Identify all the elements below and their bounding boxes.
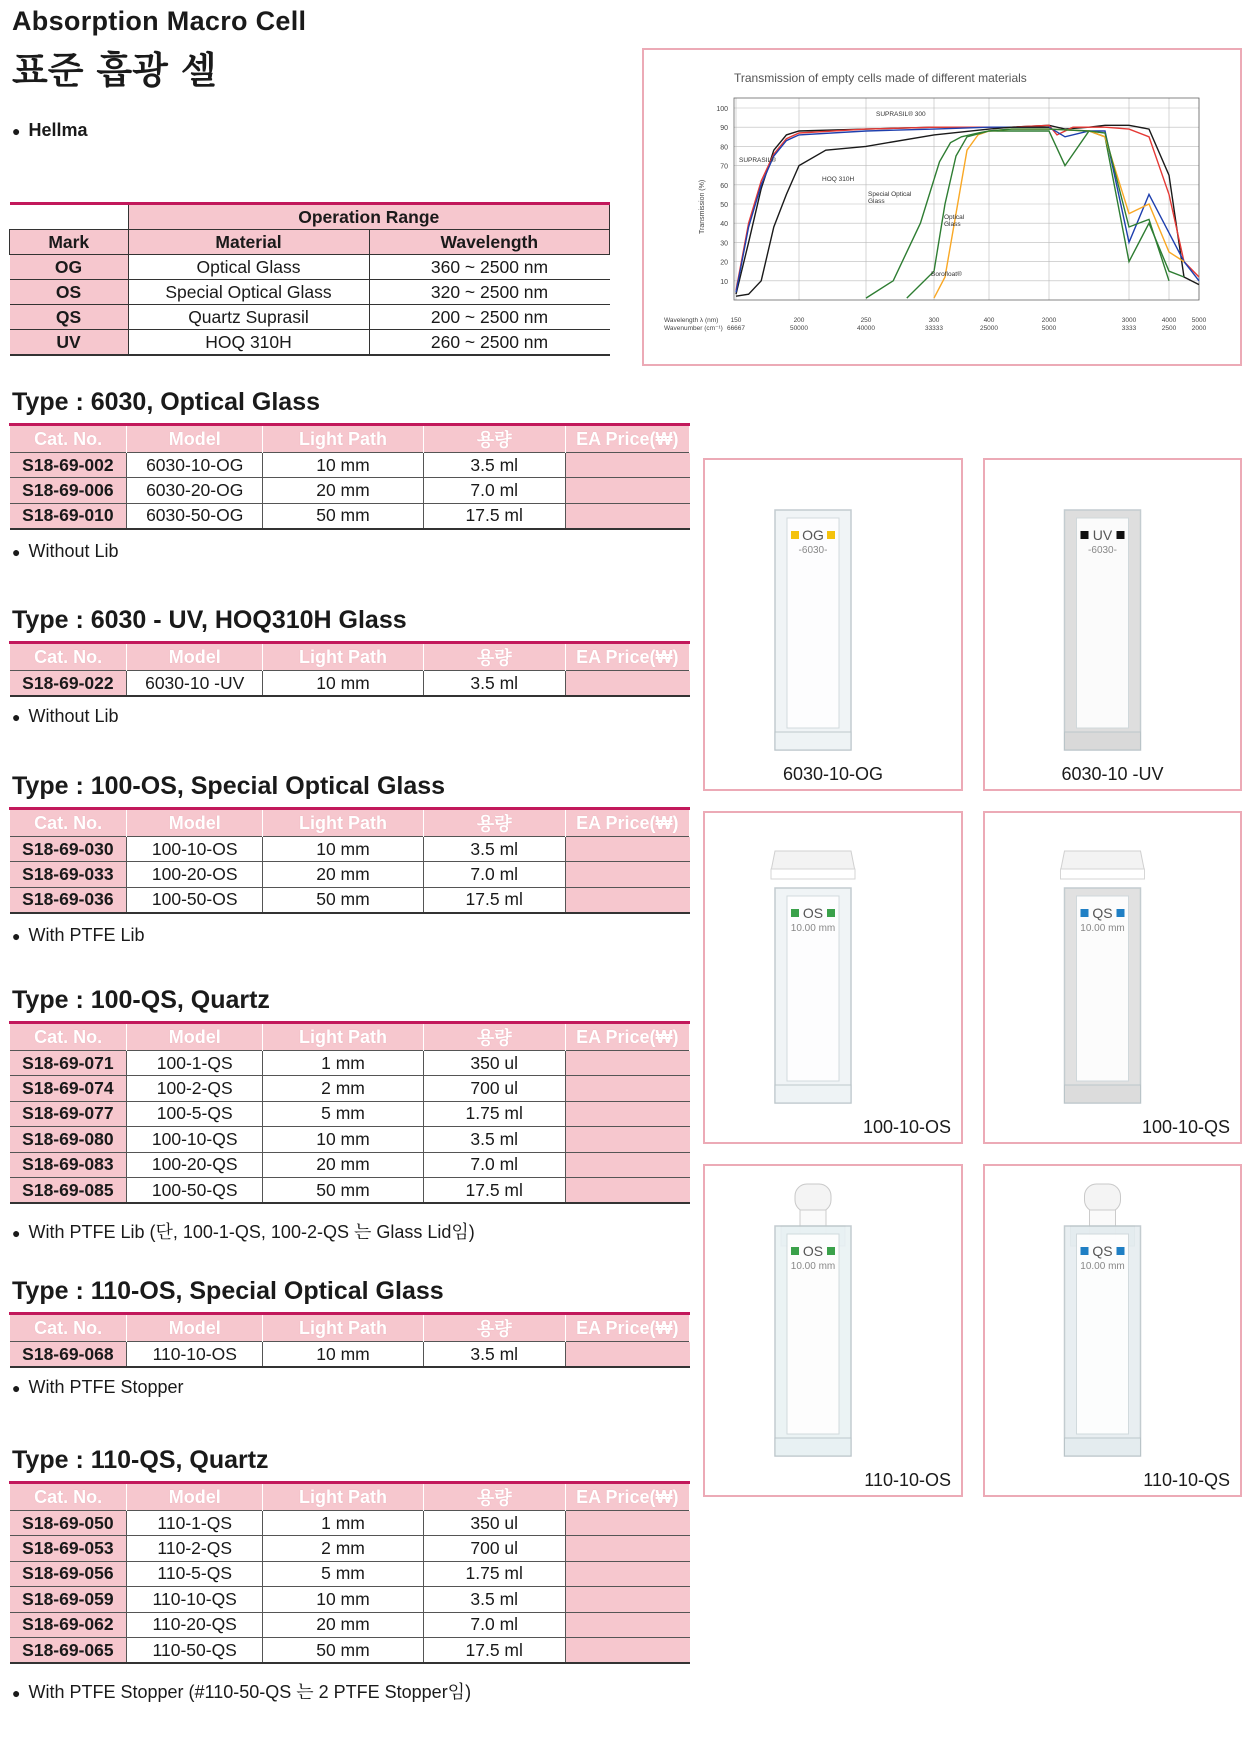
section-note	[12, 541, 119, 562]
light-path-cell: 2 mm	[263, 1076, 424, 1101]
volume-cell: 17.5 ml	[423, 1637, 565, 1663]
price-cell	[565, 1637, 689, 1663]
cat-no-cell: S18-69-074	[10, 1076, 127, 1101]
model-cell: 110-1-QS	[127, 1511, 263, 1536]
bullet-icon: ●	[12, 927, 21, 944]
operation-row	[10, 255, 610, 280]
cuvette-icon	[985, 1166, 1240, 1495]
product-header-cell: Cat. No.	[10, 1483, 127, 1511]
cuvette-icon	[705, 1166, 961, 1495]
light-path-cell: 5 mm	[263, 1101, 424, 1126]
bullet-icon: ●	[12, 1225, 21, 1241]
chart-title: Transmission of empty cells made of different materials	[734, 71, 1027, 85]
operation-row	[10, 305, 610, 330]
price-cell	[565, 1536, 689, 1561]
chart-annotation: SUPRASIL® 300	[876, 111, 926, 118]
model-cell: 100-50-QS	[127, 1177, 263, 1203]
cat-no-cell: S18-69-068	[10, 1342, 127, 1368]
note-text: Without Lib	[28, 540, 119, 561]
volume-cell: 700 ul	[423, 1076, 565, 1101]
bullet-icon: ●	[12, 1685, 21, 1701]
light-path-cell: 1 mm	[263, 1511, 424, 1536]
product-header-cell: 용량	[423, 1314, 565, 1342]
bullet-icon: ●	[12, 1379, 21, 1396]
cuvette-image-box	[703, 1164, 963, 1497]
x-axis-label-wavelength: Wavelength λ (nm)	[664, 317, 719, 324]
x-tick-label: 200	[793, 317, 805, 324]
x-tick-label: 150	[730, 317, 742, 324]
product-header-cell: Model	[127, 425, 263, 453]
operation-material-cell: HOQ 310H	[128, 330, 369, 356]
image-caption: 6030-10-OG	[782, 764, 884, 784]
section-note	[12, 1678, 471, 1704]
section-note	[12, 1377, 184, 1398]
table-row	[10, 1177, 690, 1203]
x-tick-label: 300	[928, 317, 940, 324]
light-path-cell: 1 mm	[263, 1051, 424, 1076]
product-header-cell: Light Path	[263, 1483, 424, 1511]
blank-header-cell	[10, 204, 129, 230]
table-row	[10, 453, 690, 478]
light-path-cell: 50 mm	[263, 887, 424, 913]
price-cell	[565, 1127, 689, 1152]
volume-cell: 3.5 ml	[423, 453, 565, 478]
product-header-cell: Model	[127, 1483, 263, 1511]
cuvette-image-box	[703, 811, 963, 1144]
model-cell: 100-1-QS	[127, 1051, 263, 1076]
table-row	[10, 478, 690, 503]
product-table	[9, 807, 690, 914]
x-tick-label-wavenumber: 2000	[1191, 325, 1207, 332]
x-tick-label: 3000	[1121, 317, 1137, 324]
x-tick-label-wavenumber: 2500	[1161, 325, 1177, 332]
x-tick-label-wavenumber: 3333	[1121, 325, 1137, 332]
price-cell	[565, 887, 689, 913]
light-path-cell: 20 mm	[263, 1152, 424, 1177]
product-header-cell: EA Price(₩)	[565, 1023, 689, 1051]
x-tick-label: 5000	[1191, 317, 1207, 324]
table-row	[10, 1342, 690, 1368]
volume-cell: 7.0 ml	[423, 862, 565, 887]
bullet-icon: ●	[12, 543, 21, 560]
chart-annotation: Special Optical Glass	[868, 191, 912, 205]
operation-wavelength-cell: 200 ~ 2500 nm	[369, 305, 610, 330]
cell-sub-label: 10.00 mm	[790, 1261, 836, 1272]
model-cell: 6030-50-OG	[127, 503, 263, 529]
table-row	[10, 1561, 690, 1586]
y-tick-label: 100	[716, 106, 728, 113]
x-tick-label-wavenumber: 5000	[1041, 325, 1057, 332]
product-header-cell: Model	[127, 809, 263, 837]
light-path-cell: 50 mm	[263, 503, 424, 529]
model-cell: 6030-10-OG	[127, 453, 263, 478]
cat-no-cell: S18-69-083	[10, 1152, 127, 1177]
brand-name: Hellma	[28, 120, 88, 140]
table-row	[10, 1152, 690, 1177]
product-header-cell: 용량	[423, 425, 565, 453]
chart-annotation: Optical Glass	[944, 214, 965, 228]
table-row	[10, 1511, 690, 1536]
y-tick-label: 30	[720, 240, 728, 248]
x-tick-label-wavenumber: 50000	[789, 325, 809, 332]
light-path-cell: 10 mm	[263, 453, 424, 478]
product-header-cell: Light Path	[263, 1023, 424, 1051]
page-title-korean: 표준 흡광 셀	[12, 49, 217, 92]
chart-annotation: HOQ 310H	[822, 176, 855, 183]
volume-cell: 1.75 ml	[423, 1101, 565, 1126]
table-row	[10, 1612, 690, 1637]
cell-sub-label: -6030-	[1088, 545, 1117, 556]
light-path-cell: 5 mm	[263, 1561, 424, 1586]
cuvette-image-box	[983, 458, 1242, 791]
note-text: With PTFE Stopper (#110-50-QS 는 2 PTFE Stopper임)	[28, 1682, 472, 1702]
product-header-cell: Cat. No.	[10, 1314, 127, 1342]
y-tick-label: 70	[720, 163, 728, 171]
table-row	[10, 671, 690, 697]
table-row	[10, 837, 690, 862]
cat-no-cell: S18-69-062	[10, 1612, 127, 1637]
cat-no-cell: S18-69-059	[10, 1587, 127, 1612]
table-row	[10, 1101, 690, 1126]
volume-cell: 17.5 ml	[423, 887, 565, 913]
x-tick-label-wavenumber: 25000	[979, 325, 999, 332]
operation-material-cell: Optical Glass	[128, 255, 369, 280]
cat-no-cell: S18-69-036	[10, 887, 127, 913]
y-tick-label: 50	[720, 202, 728, 209]
product-header-cell: 용량	[423, 1483, 565, 1511]
volume-cell: 1.75 ml	[423, 1561, 565, 1586]
cell-mark-label: OS	[802, 1243, 824, 1259]
product-table	[9, 423, 690, 530]
cat-no-cell: S18-69-056	[10, 1561, 127, 1586]
y-tick-label: 20	[720, 259, 728, 267]
operation-wavelength-cell: 260 ~ 2500 nm	[369, 330, 610, 356]
cuvette-image-box	[983, 811, 1242, 1144]
y-tick-label: 60	[720, 182, 728, 190]
cuvette-icon	[985, 813, 1240, 1142]
section-title: Type : 6030 - UV, HOQ310H Glass	[12, 606, 407, 634]
section-title: Type : 110-OS, Special Optical Glass	[12, 1277, 444, 1305]
cat-no-cell: S18-69-006	[10, 478, 127, 503]
cell-sub-label: 10.00 mm	[790, 923, 836, 934]
product-header-cell: Model	[127, 1314, 263, 1342]
operation-row	[10, 330, 610, 356]
price-cell	[565, 1177, 689, 1203]
cuvette-image-box	[983, 1164, 1242, 1497]
x-tick-label: 4000	[1161, 317, 1177, 324]
light-path-cell: 50 mm	[263, 1177, 424, 1203]
col-wavelength: Wavelength	[369, 230, 610, 255]
bullet-icon: ●	[12, 708, 21, 725]
y-tick-label: 80	[720, 144, 728, 152]
model-cell: 6030-10 -UV	[127, 671, 263, 697]
light-path-cell: 20 mm	[263, 1612, 424, 1637]
x-tick-label-wavenumber: 66667	[726, 325, 746, 332]
price-cell	[565, 1101, 689, 1126]
series-line	[866, 131, 1184, 298]
section-note	[12, 706, 119, 727]
light-path-cell: 10 mm	[263, 837, 424, 862]
product-header-cell: Cat. No.	[10, 809, 127, 837]
product-header-cell: Light Path	[263, 809, 424, 837]
note-text: With PTFE Lib	[28, 924, 145, 945]
x-tick-label-wavenumber: 33333	[924, 325, 944, 332]
note-text: Without Lib	[28, 705, 119, 726]
y-tick-label: 10	[720, 278, 728, 286]
light-path-cell: 2 mm	[263, 1536, 424, 1561]
table-row	[10, 862, 690, 887]
series-line	[934, 129, 1184, 298]
table-row	[10, 1536, 690, 1561]
price-cell	[565, 1342, 689, 1368]
image-caption: 100-10-OS	[862, 1117, 951, 1137]
y-axis-label: Transmission (%)	[699, 179, 706, 234]
cat-no-cell: S18-69-080	[10, 1127, 127, 1152]
operation-material-cell: Special Optical Glass	[128, 280, 369, 305]
x-tick-label: 2000	[1041, 317, 1057, 324]
price-cell	[565, 1152, 689, 1177]
price-cell	[565, 453, 689, 478]
series-line	[736, 127, 1049, 296]
volume-cell: 3.5 ml	[423, 1127, 565, 1152]
product-table	[9, 641, 690, 697]
cell-mark-label: QS	[1092, 905, 1113, 921]
series-line	[736, 127, 1199, 292]
section-note	[12, 1218, 475, 1244]
table-row	[10, 1076, 690, 1101]
price-cell	[565, 1051, 689, 1076]
section-title: Type : 100-QS, Quartz	[12, 986, 270, 1014]
chart-annotation: SUPRASIL®	[739, 157, 776, 164]
chart-annotation: Borofloat®	[931, 271, 962, 278]
model-cell: 100-5-QS	[127, 1101, 263, 1126]
product-header-cell: EA Price(₩)	[565, 425, 689, 453]
price-cell	[565, 1612, 689, 1637]
product-header-cell: EA Price(₩)	[565, 643, 689, 671]
price-cell	[565, 1561, 689, 1586]
image-caption: 100-10-QS	[1141, 1117, 1230, 1137]
x-axis-label-wavenumber: Wavenumber (cm⁻¹)	[664, 325, 723, 332]
model-cell: 100-20-QS	[127, 1152, 263, 1177]
operation-range-header: Operation Range	[128, 204, 610, 230]
section-title: Type : 6030, Optical Glass	[12, 388, 321, 416]
bullet-icon: ●	[12, 123, 21, 139]
product-header-cell: EA Price(₩)	[565, 809, 689, 837]
product-header-cell: 용량	[423, 643, 565, 671]
table-row	[10, 1127, 690, 1152]
volume-cell: 7.0 ml	[423, 1612, 565, 1637]
product-header-cell: Light Path	[263, 1314, 424, 1342]
price-cell	[565, 1511, 689, 1536]
model-cell: 100-50-OS	[127, 887, 263, 913]
product-header-cell: Light Path	[263, 643, 424, 671]
operation-wavelength-cell: 360 ~ 2500 nm	[369, 255, 610, 280]
table-row	[10, 1637, 690, 1663]
light-path-cell: 20 mm	[263, 478, 424, 503]
light-path-cell: 10 mm	[263, 671, 424, 697]
y-tick-label: 90	[720, 125, 728, 133]
light-path-cell: 10 mm	[263, 1127, 424, 1152]
note-text: With PTFE Lib (단, 100-1-QS, 100-2-QS 는 Glass Lid임)	[28, 1222, 475, 1242]
cell-mark-label: OG	[802, 527, 824, 543]
page-title: Absorption Macro Cell	[12, 6, 307, 36]
volume-cell: 3.5 ml	[423, 671, 565, 697]
operation-mark-cell: OS	[10, 280, 129, 305]
price-cell	[565, 1587, 689, 1612]
cell-sub-label: 10.00 mm	[1080, 1261, 1125, 1272]
cat-no-cell: S18-69-077	[10, 1101, 127, 1126]
cat-no-cell: S18-69-065	[10, 1637, 127, 1663]
price-cell	[565, 478, 689, 503]
model-cell: 110-50-QS	[127, 1637, 263, 1663]
product-header-cell: 용량	[423, 809, 565, 837]
model-cell: 110-10-QS	[127, 1587, 263, 1612]
product-header-cell: Cat. No.	[10, 1023, 127, 1051]
cat-no-cell: S18-69-002	[10, 453, 127, 478]
product-header-cell: Light Path	[263, 425, 424, 453]
price-cell	[565, 862, 689, 887]
operation-row	[10, 280, 610, 305]
image-caption: 6030-10 -UV	[1061, 764, 1164, 784]
volume-cell: 17.5 ml	[423, 503, 565, 529]
model-cell: 100-10-OS	[127, 837, 263, 862]
cuvette-image-box	[703, 458, 963, 791]
image-caption: 110-10-OS	[864, 1470, 951, 1490]
brand-label	[12, 120, 88, 141]
image-caption: 110-10-QS	[1143, 1470, 1230, 1490]
operation-mark-cell: OG	[10, 255, 129, 280]
cell-mark-label: QS	[1092, 1243, 1113, 1259]
price-cell	[565, 671, 689, 697]
cat-no-cell: S18-69-033	[10, 862, 127, 887]
product-table	[9, 1021, 690, 1204]
volume-cell: 17.5 ml	[423, 1177, 565, 1203]
volume-cell: 7.0 ml	[423, 478, 565, 503]
model-cell: 110-10-OS	[127, 1342, 263, 1368]
model-cell: 6030-20-OG	[127, 478, 263, 503]
operation-range-rows	[10, 255, 610, 356]
price-cell	[565, 1076, 689, 1101]
model-cell: 110-5-QS	[127, 1561, 263, 1586]
cat-no-cell: S18-69-050	[10, 1511, 127, 1536]
cell-sub-label: -6030-	[798, 545, 828, 556]
col-mark: Mark	[10, 230, 129, 255]
product-header-cell: Model	[127, 1023, 263, 1051]
volume-cell: 350 ul	[423, 1511, 565, 1536]
model-cell: 100-10-QS	[127, 1127, 263, 1152]
product-header-cell: Model	[127, 643, 263, 671]
light-path-cell: 10 mm	[263, 1587, 424, 1612]
section-note	[12, 925, 145, 946]
product-header-cell: Cat. No.	[10, 643, 127, 671]
cat-no-cell: S18-69-022	[10, 671, 127, 697]
product-table	[9, 1312, 690, 1368]
col-material: Material	[128, 230, 369, 255]
price-cell	[565, 837, 689, 862]
volume-cell: 3.5 ml	[423, 837, 565, 862]
transmission-chart-frame	[642, 48, 1242, 366]
cat-no-cell: S18-69-053	[10, 1536, 127, 1561]
x-tick-label: 250	[860, 317, 872, 324]
operation-mark-cell: UV	[10, 330, 129, 356]
cat-no-cell: S18-69-030	[10, 837, 127, 862]
price-cell	[565, 503, 689, 529]
x-tick-label-wavenumber: 40000	[856, 325, 876, 332]
table-row	[10, 503, 690, 529]
cell-mark-label: UV	[1092, 527, 1113, 543]
cell-mark-label: OS	[802, 905, 824, 921]
cell-sub-label: 10.00 mm	[1080, 923, 1125, 934]
cuvette-icon	[985, 460, 1240, 789]
cuvette-icon	[705, 813, 961, 1142]
model-cell: 100-2-QS	[127, 1076, 263, 1101]
transmission-chart	[644, 50, 1240, 364]
x-tick-label: 400	[983, 317, 995, 324]
section-title: Type : 110-QS, Quartz	[12, 1446, 269, 1474]
model-cell: 110-20-QS	[127, 1612, 263, 1637]
table-row	[10, 1051, 690, 1076]
note-text: With PTFE Stopper	[28, 1376, 184, 1397]
light-path-cell: 50 mm	[263, 1637, 424, 1663]
volume-cell: 700 ul	[423, 1536, 565, 1561]
volume-cell: 3.5 ml	[423, 1342, 565, 1368]
operation-wavelength-cell: 320 ~ 2500 nm	[369, 280, 610, 305]
product-header-cell: EA Price(₩)	[565, 1483, 689, 1511]
volume-cell: 7.0 ml	[423, 1152, 565, 1177]
table-row	[10, 1587, 690, 1612]
light-path-cell: 10 mm	[263, 1342, 424, 1368]
table-row	[10, 887, 690, 913]
volume-cell: 350 ul	[423, 1051, 565, 1076]
operation-range-table	[9, 202, 610, 356]
product-table	[9, 1481, 690, 1664]
product-header-cell: Cat. No.	[10, 425, 127, 453]
cat-no-cell: S18-69-085	[10, 1177, 127, 1203]
operation-material-cell: Quartz Suprasil	[128, 305, 369, 330]
y-tick-label: 40	[720, 221, 728, 229]
product-header-cell: 용량	[423, 1023, 565, 1051]
product-header-cell: EA Price(₩)	[565, 1314, 689, 1342]
cat-no-cell: S18-69-071	[10, 1051, 127, 1076]
operation-mark-cell: QS	[10, 305, 129, 330]
light-path-cell: 20 mm	[263, 862, 424, 887]
section-title: Type : 100-OS, Special Optical Glass	[12, 772, 446, 800]
cuvette-icon	[705, 460, 961, 789]
volume-cell: 3.5 ml	[423, 1587, 565, 1612]
model-cell: 110-2-QS	[127, 1536, 263, 1561]
cat-no-cell: S18-69-010	[10, 503, 127, 529]
model-cell: 100-20-OS	[127, 862, 263, 887]
